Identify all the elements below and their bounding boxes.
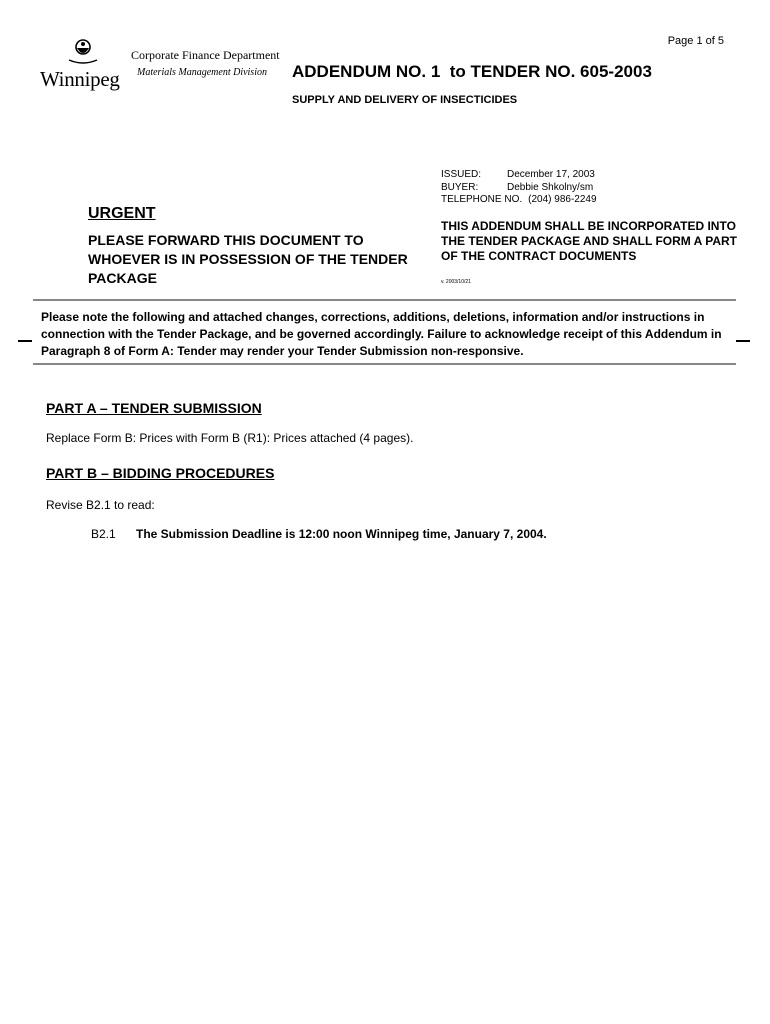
part-a-text: Replace Form B: Prices with Form B (R1): Prices attached (4 pages).	[46, 431, 414, 445]
issued-row	[441, 169, 597, 182]
forward-instruction: PLEASE FORWARD THIS DOCUMENT TO WHOEVER IS IN POSSESSION OF THE TENDER PACKAGE	[88, 232, 408, 286]
issued-value: December 17, 2003	[507, 169, 595, 180]
issued-label: ISSUED:	[441, 169, 482, 180]
logo-wordmark: Winnipeg	[40, 67, 120, 91]
page-number: Page 1 of 5	[667, 35, 724, 47]
winnipeg-emblem-icon	[52, 36, 112, 70]
part-a-heading: PART A – TENDER SUBMISSION	[46, 400, 262, 416]
winnipeg-logo	[36, 36, 128, 98]
margin-mark-right	[736, 340, 750, 342]
addendum-notice: Please note the following and attached changes, corrections, additions, deletions, information and/or instructions in connection with the Tender Package, and be governed accordingly. Failure to acknowledge receipt of this Addendum in Paragraph 8 of Form A: Tender may render your Tender Submission non-responsive.	[41, 310, 722, 358]
divider-top	[33, 299, 736, 301]
buyer-row	[441, 182, 597, 195]
document-title: ADDENDUM NO. 1 to TENDER NO. 605-2003	[292, 62, 652, 81]
divider-bottom	[33, 363, 736, 365]
buyer-value: Debbie Shkolny/sm	[507, 181, 594, 193]
telephone-row	[441, 194, 597, 207]
urgent-heading: URGENT	[88, 205, 156, 222]
margin-mark-left	[18, 340, 32, 342]
version-reference: v. 2003/10/21	[441, 279, 471, 285]
part-b-heading: PART B – BIDDING PROCEDURES	[46, 465, 275, 481]
clause-text: The Submission Deadline is 12:00 noon Winnipeg time, January 7, 2004.	[136, 527, 547, 541]
telephone-label: TELEPHONE NO.	[441, 194, 523, 205]
clause-number: B2.1	[91, 527, 116, 541]
part-b-text: Revise B2.1 to read:	[46, 498, 155, 512]
department-name: Corporate Finance Department	[131, 48, 280, 62]
buyer-label: BUYER:	[441, 181, 479, 193]
document-subtitle: SUPPLY AND DELIVERY OF INSECTICIDES	[292, 94, 518, 106]
incorporation-notice: THIS ADDENDUM SHALL BE INCORPORATED INTO THE TENDER PACKAGE AND SHALL FORM A PART OF THE CONTRACT DOCUMENTS	[441, 219, 737, 263]
division-name: Materials Management Division	[137, 67, 267, 78]
telephone-value: (204) 986-2249	[528, 194, 597, 205]
issue-details	[441, 169, 597, 207]
